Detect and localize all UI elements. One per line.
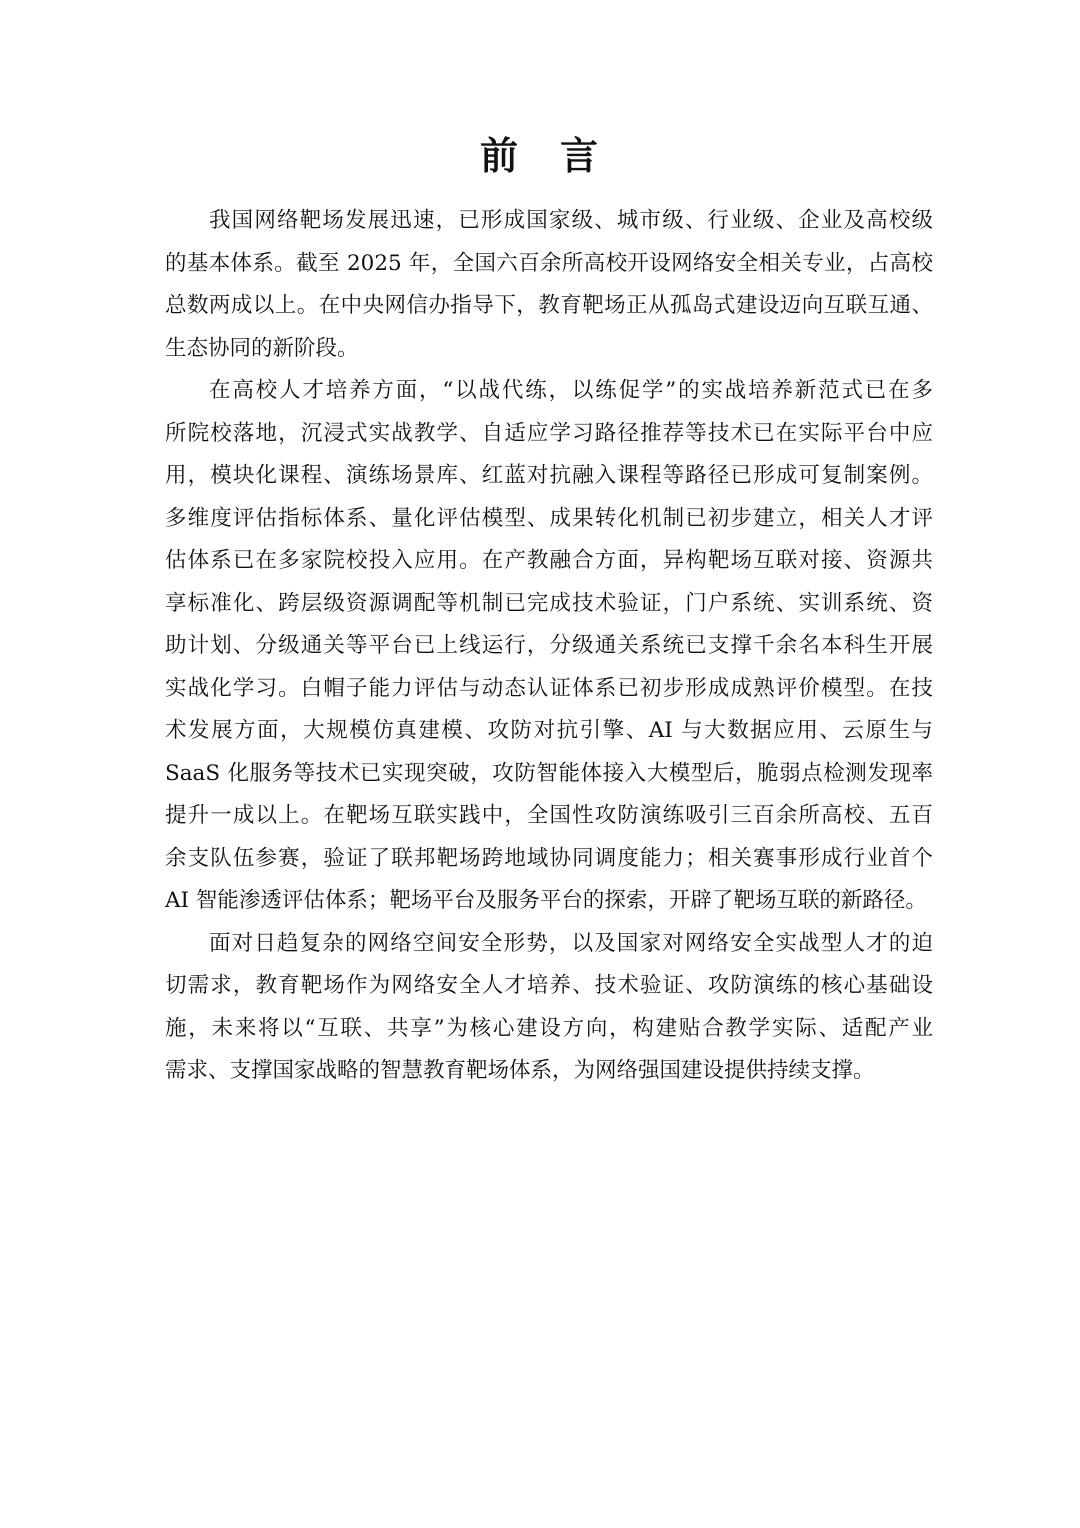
paragraph-2-line-1: 在高校人才培养方面，“以战代练，以练促学”的实战培养新范式已在多 (209, 378, 933, 403)
page-title: 前 言 (479, 134, 600, 178)
paragraph-2-line-2: 所院校落地，沉浸式实战教学、自适应学习路径推荐等技术已在实际平台中应 (165, 420, 933, 446)
paragraph-2-line-9: 术发展方面，大规模仿真建模、攻防对抗引擎、AI 与大数据应用、云原生与 (165, 718, 933, 743)
paragraph-3-line-4: 需求、支撑国家战略的智慧教育靶场体系，为网络强国建设提供持续支撑。 (165, 1058, 875, 1083)
paragraph-2-line-6: 享标准化、跨层级资源调配等机制已完成技术验证，门户系统、实训系统、资 (165, 590, 933, 616)
paragraph-2-line-5: 估体系已在多家院校投入应用。在产教融合方面，异构靶场互联对接、资源共 (165, 548, 933, 573)
paragraph-2-line-8: 实战化学习。白帽子能力评估与动态认证体系已初步形成成熟评价模型。在技 (165, 675, 933, 701)
paragraph-1-line-2: 的基本体系。截至 2025 年，全国六百余所高校开设网络安全相关专业，占高校 (165, 250, 933, 276)
paragraph-1-line-4: 生态协同的新阶段。 (165, 335, 359, 361)
paragraph-1-line-3: 总数两成以上。在中央网信办指导下，教育靶场正从孤岛式建设迈向互联互通、 (165, 293, 933, 318)
paragraph-2-line-10: SaaS 化服务等技术已实现突破，攻防智能体接入大模型后，脆弱点检测发现率 (165, 760, 933, 786)
paragraph-2-line-11: 提升一成以上。在靶场互联实践中，全国性攻防演练吸引三百余所高校、五百 (165, 803, 933, 828)
preface-body (165, 200, 933, 1093)
paragraph-2-line-7: 助计划、分级通关等平台已上线运行，分级通关系统已支撑千余名本科生开展 (165, 633, 933, 658)
paragraph-1-line-1: 我国网络靶场发展迅速，已形成国家级、城市级、行业级、企业及高校级 (209, 208, 933, 233)
paragraph-3-line-1: 面对日趋复杂的网络空间安全形势，以及国家对网络安全实战型人才的迫 (209, 930, 933, 956)
paragraph-2-line-13: AI 智能渗透评估体系；靶场平台及服务平台的探索，开辟了靶场互联的新路径。 (165, 888, 927, 913)
paragraph-3-line-3: 施，未来将以“互联、共享”为核心建设方向，构建贴合教学实际、适配产业 (165, 1015, 933, 1041)
paragraph-2-line-3: 用，模块化课程、演练场景库、红蓝对抗融入课程等路径已形成可复制案例。 (165, 463, 933, 488)
paragraph-2-line-4: 多维度评估指标体系、量化评估模型、成果转化机制已初步建立，相关人才评 (165, 505, 933, 531)
paragraph-3-line-2: 切需求，教育靶场作为网络安全人才培养、技术验证、攻防演练的核心基础设 (165, 973, 933, 998)
paragraph-2-line-12: 余支队伍参赛，验证了联邦靶场跨地域协同调度能力；相关赛事形成行业首个 (165, 845, 933, 871)
